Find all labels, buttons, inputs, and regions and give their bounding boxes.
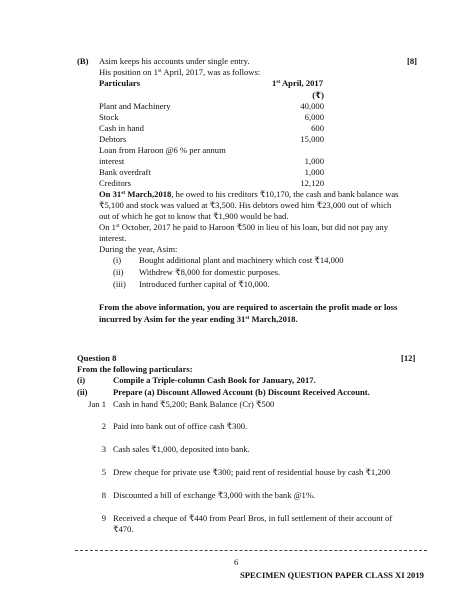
requirement-line1: From the above information, you are required to ascertain the profit made or loss (99, 302, 398, 312)
list-item-number: (ii) (113, 267, 124, 277)
table-row-label: Loan from Haroon @6 % per annum (99, 145, 226, 155)
page-number: 6 (234, 557, 239, 567)
table-row-label: Bank overdraft (99, 167, 151, 177)
table-header-particulars: Particulars (99, 78, 141, 88)
part-number: (ii) (77, 387, 88, 397)
question-8-title: Question 8 (77, 353, 117, 363)
list-item-text: Bought additional plant and machinery which cost ₹14,000 (139, 255, 344, 265)
list-item-number: (iii) (113, 279, 126, 289)
entry-date: 2 (101, 421, 106, 431)
table-row-label: Debtors (99, 134, 127, 144)
list-item-number: (i) (113, 255, 122, 265)
table-row-value: 12,120 (300, 178, 324, 188)
question-b-marks: [8] (407, 56, 418, 66)
table-row-value: 1,000 (304, 156, 324, 166)
entry-date: Jan 1 (88, 399, 106, 409)
table-row-value: 6,000 (304, 112, 324, 122)
table-header-unit: (₹) (312, 90, 324, 100)
table-row-label: Creditors (99, 178, 131, 188)
during-year-heading: During the year, Asim: (99, 244, 178, 254)
table-row-value: 15,000 (300, 134, 324, 144)
entry-date: 8 (101, 490, 106, 500)
paragraph-march-line1: On 31st March,2018, he owed to his creditors ₹10,170, the cash and bank balance was (99, 189, 399, 199)
part-text: Prepare (a) Discount Allowed Account (b) Discount Received Account. (113, 387, 370, 397)
entry-date: 5 (101, 467, 106, 477)
entry-date: 9 (101, 513, 106, 523)
list-item-text: Introduced further capital of ₹10,000. (139, 279, 270, 289)
entry-text: Discounted a bill of exchange ₹3,000 with the bank @1%. (113, 490, 316, 500)
question-8-intro: From the following particulars: (77, 364, 193, 374)
paragraph-october-line1: On 1st October, 2017 he paid to Haroon ₹500 in lieu of his loan, but did not pay any (99, 222, 389, 232)
list-item-text: Withdrew ₹8,000 for domestic purposes. (139, 267, 281, 277)
table-row-value: 40,000 (300, 101, 324, 111)
table-header-date: 1st April, 2017 (272, 78, 324, 88)
question-8-marks: [12] (401, 353, 416, 363)
table-row-value: 600 (311, 123, 324, 133)
table-row-label: Stock (99, 112, 119, 122)
table-row-label: Plant and Machinery (99, 101, 171, 111)
entry-text: Paid into bank out of office cash ₹300. (113, 421, 248, 431)
part-number: (i) (77, 375, 86, 385)
entry-text: Drew cheque for private use ₹300; paid rent of residential house by cash ₹1,200 (113, 467, 391, 477)
paper-title: SPECIMEN QUESTION PAPER CLASS XI 2019 (240, 570, 424, 580)
paragraph-march-line2: ₹5,100 and stock was valued at ₹3,500. His debtors owed him ₹23,000 out of which (99, 200, 392, 210)
question-b-label: (B) (77, 56, 89, 66)
table-row-value: 1,000 (304, 167, 324, 177)
part-text: Compile a Triple-column Cash Book for January, 2017. (113, 375, 316, 385)
entry-date: 3 (101, 444, 106, 454)
entry-text: Cash sales ₹1,000, deposited into bank. (113, 444, 250, 454)
table-row-label: Cash in hand (99, 123, 144, 133)
paragraph-october-line2: interest. (99, 233, 127, 243)
entry-text: ₹470. (113, 524, 134, 534)
requirement-line2: incurred by Asim for the year ending 31st March,2018. (99, 314, 298, 324)
entry-text: Received a cheque of ₹440 from Pearl Bros, in full settlement of their account of (113, 513, 393, 523)
question-b-line2: His position on 1st April, 2017, was as follows: (99, 67, 261, 77)
entry-text: Cash in hand ₹5,200; Bank Balance (Cr) ₹500 (113, 399, 275, 409)
footer-divider (75, 550, 427, 551)
question-b-line1: Asim keeps his accounts under single entry. (99, 56, 250, 66)
paragraph-march-line3: out of which he got to know that ₹1,900 would be bad. (99, 211, 289, 221)
table-row-label: interest (99, 156, 125, 166)
